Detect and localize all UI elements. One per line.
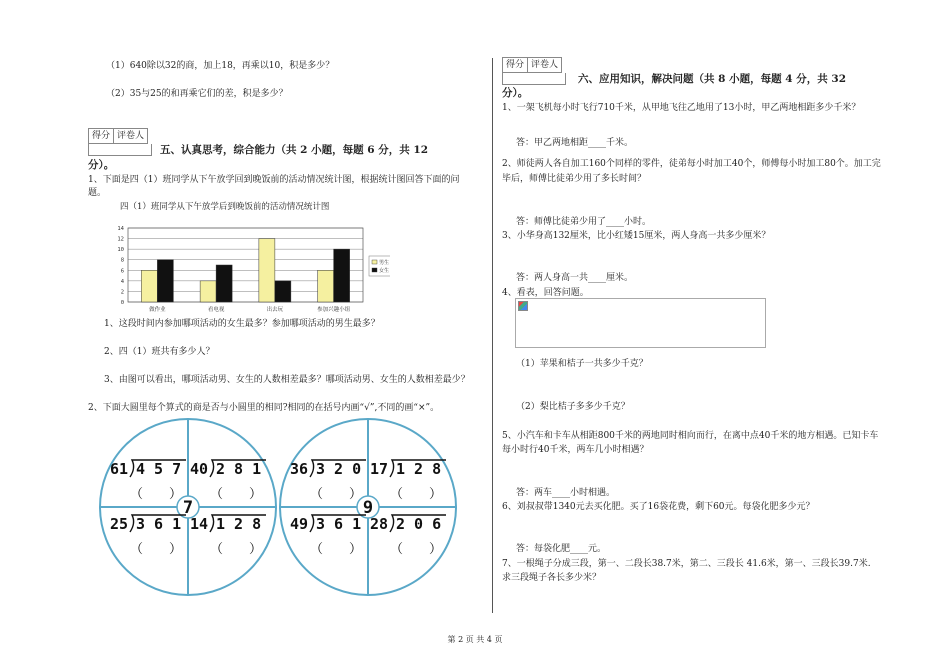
dividend-text: 3 6 1 xyxy=(136,515,182,533)
left-center-number: 7 xyxy=(182,498,194,518)
s6-a1: 答：甲乙两地相距____千米。 xyxy=(516,138,634,148)
s6-a3: 答：两人身高一共____厘米。 xyxy=(516,273,634,283)
s5-q1-sub2: 2、四（1）班共有多少人？ xyxy=(104,347,215,357)
s6-q1: 1、一架飞机每小时飞行710千米，从甲地飞往乙地用了13小时，甲乙两地相距多少千米？ xyxy=(502,103,861,113)
division-circles xyxy=(96,415,481,600)
s6-q4-sub1: （1）苹果和桔子一共多少千克？ xyxy=(516,359,648,369)
answer-bracket: （ ） xyxy=(310,542,363,557)
s5-q1-sub1: 1、这段时间内参加哪项活动的女生最多？参加哪项活动的男生最多？ xyxy=(104,319,380,329)
right-center-number: 9 xyxy=(362,498,374,518)
section6-title: 六、应用知识，解决问题（共 8 小题，每题 4 分，共 32 xyxy=(578,73,847,85)
bar-girls xyxy=(216,265,232,302)
score-box-blank xyxy=(88,144,152,156)
divisor-text: 36 xyxy=(290,460,309,478)
bar-boys xyxy=(259,239,275,302)
s5-q1-sub3: 3、由图可以看出，哪项活动男、女生的人数相差最多？哪项活动男、女生的人数相差最少？ xyxy=(104,375,470,385)
table-image-placeholder xyxy=(515,298,766,348)
section5-title: 五、认真思考，综合能力（共 2 小题，每题 6 分，共 12 xyxy=(160,144,429,156)
score-box-section5 xyxy=(88,128,148,144)
x-tick-label: 参加兴趣小组 xyxy=(317,307,351,312)
answer-bracket: （ ） xyxy=(210,542,263,557)
section6-title-cont: 分）。 xyxy=(502,87,529,99)
dividend-text: 4 5 7 xyxy=(136,460,182,478)
bar-boys xyxy=(200,281,216,302)
dividend-text: 3 2 0 xyxy=(316,460,362,478)
legend-label: 男生 xyxy=(379,260,390,266)
question-top-1: （1）640除以32的商，加上18，再乘以10，积是多少？ xyxy=(106,61,335,71)
dividend-text: 3 6 1 xyxy=(316,515,362,533)
answer-bracket: （ ） xyxy=(390,487,443,502)
answer-bracket: （ ） xyxy=(310,487,363,502)
legend-swatch xyxy=(372,268,377,272)
y-tick-label: 12 xyxy=(117,236,124,243)
page-footer: 第 2 页 共 4 页 xyxy=(447,635,503,644)
divisor-text: 17 xyxy=(370,460,389,478)
s6-a2: 答：师傅比徒弟少用了____小时。 xyxy=(516,217,652,227)
divisor-text: 28 xyxy=(370,515,389,533)
reviewer-label: 评卷人 xyxy=(531,60,559,70)
s6-q6: 6、刘叔叔带1340元去买化肥。买了16袋花费，剩下60元。每袋化肥多少元？ xyxy=(502,502,815,512)
legend-swatch xyxy=(372,260,377,264)
bar-girls xyxy=(157,260,173,302)
s6-q7-cont: 求三段绳子各长多少米？ xyxy=(502,573,602,583)
s6-q7: 7、一根绳子分成三段，第一、二段长38.7米，第二、三段长 41.6米，第一、三段长39.7米. xyxy=(502,559,871,569)
score-label: 得分 xyxy=(503,58,528,72)
score-box-blank xyxy=(502,73,566,85)
s6-q5: 5、小汽车和卡车从相距800千米的两地同时相向而行，在离中点40千米的地方相遇。已知卡车 xyxy=(502,431,879,441)
x-tick-label: 做作业 xyxy=(149,307,166,312)
divisor-text: 25 xyxy=(110,515,129,533)
x-tick-label: 出去玩 xyxy=(266,307,284,312)
s6-q2-cont: 毕后，师傅比徒弟少用了多长时间？ xyxy=(502,174,647,184)
answer-bracket: （ ） xyxy=(130,487,183,502)
legend-label: 女生 xyxy=(379,268,390,274)
s6-q3: 3、小华身高132厘米，比小红矮15厘米，两人身高一共多少厘米？ xyxy=(502,231,771,241)
s6-q4: 4、看表，回答问题。 xyxy=(502,288,589,298)
y-tick-label: 2 xyxy=(120,289,124,296)
bar-chart xyxy=(110,220,390,312)
divisor-text: 49 xyxy=(290,515,309,533)
y-tick-label: 10 xyxy=(117,247,124,254)
y-tick-label: 0 xyxy=(120,300,124,306)
score-label: 得分 xyxy=(89,129,114,143)
bar-boys xyxy=(318,270,334,302)
divisor-text: 61 xyxy=(110,460,129,478)
bar-boys xyxy=(141,270,157,302)
s6-a5: 答：两车____小时相遇。 xyxy=(516,488,616,498)
dividend-text: 1 2 8 xyxy=(216,515,262,533)
y-tick-label: 6 xyxy=(120,268,124,275)
s6-a6: 答：每袋化肥____元。 xyxy=(516,544,607,554)
bar-girls xyxy=(275,281,291,302)
chart-title: 四（1）班同学从下午放学后到晚饭前的活动情况统计图 xyxy=(120,202,330,212)
y-tick-label: 4 xyxy=(120,278,124,285)
answer-bracket: （ ） xyxy=(130,542,183,557)
dividend-text: 1 2 8 xyxy=(396,460,442,478)
s5-q1-text-cont: 题。 xyxy=(88,188,107,198)
divisor-text: 14 xyxy=(190,515,209,533)
s5-q2-text: 2、下面大圆里每个算式的商是否与小圆里的相同?相同的在括号内画“√”,不同的画“×”。 xyxy=(88,403,440,413)
answer-bracket: （ ） xyxy=(390,542,443,557)
question-top-2: （2）35与25的和再乘它们的差，积是多少？ xyxy=(106,89,288,99)
s5-q1-text: 1、下面是四（1）班同学从下午放学回到晚饭前的活动情况统计图，根据统计图回答下面的问 xyxy=(88,175,460,185)
score-box-section6 xyxy=(502,57,562,73)
column-divider xyxy=(492,58,493,613)
y-tick-label: 8 xyxy=(120,257,124,264)
s6-q4-sub2: （2）梨比桔子多多少千克？ xyxy=(516,402,630,412)
x-tick-label: 看电视 xyxy=(207,307,225,312)
s6-q2: 2、师徒两人各自加工160个同样的零件，徒弟每小时加工40个，师傅每小时加工80个。加工完 xyxy=(502,159,881,169)
bar-girls xyxy=(334,249,350,302)
s6-q5-cont: 每小时行40千米，两车几小时相遇？ xyxy=(502,445,649,455)
answer-bracket: （ ） xyxy=(210,487,263,502)
divisor-text: 40 xyxy=(190,460,209,478)
broken-image-icon xyxy=(518,301,528,311)
dividend-text: 2 0 6 xyxy=(396,515,442,533)
y-tick-label: 14 xyxy=(117,226,124,232)
section5-title-cont: 分）。 xyxy=(88,159,115,171)
reviewer-label: 评卷人 xyxy=(117,131,145,141)
dividend-text: 2 8 1 xyxy=(216,460,262,478)
